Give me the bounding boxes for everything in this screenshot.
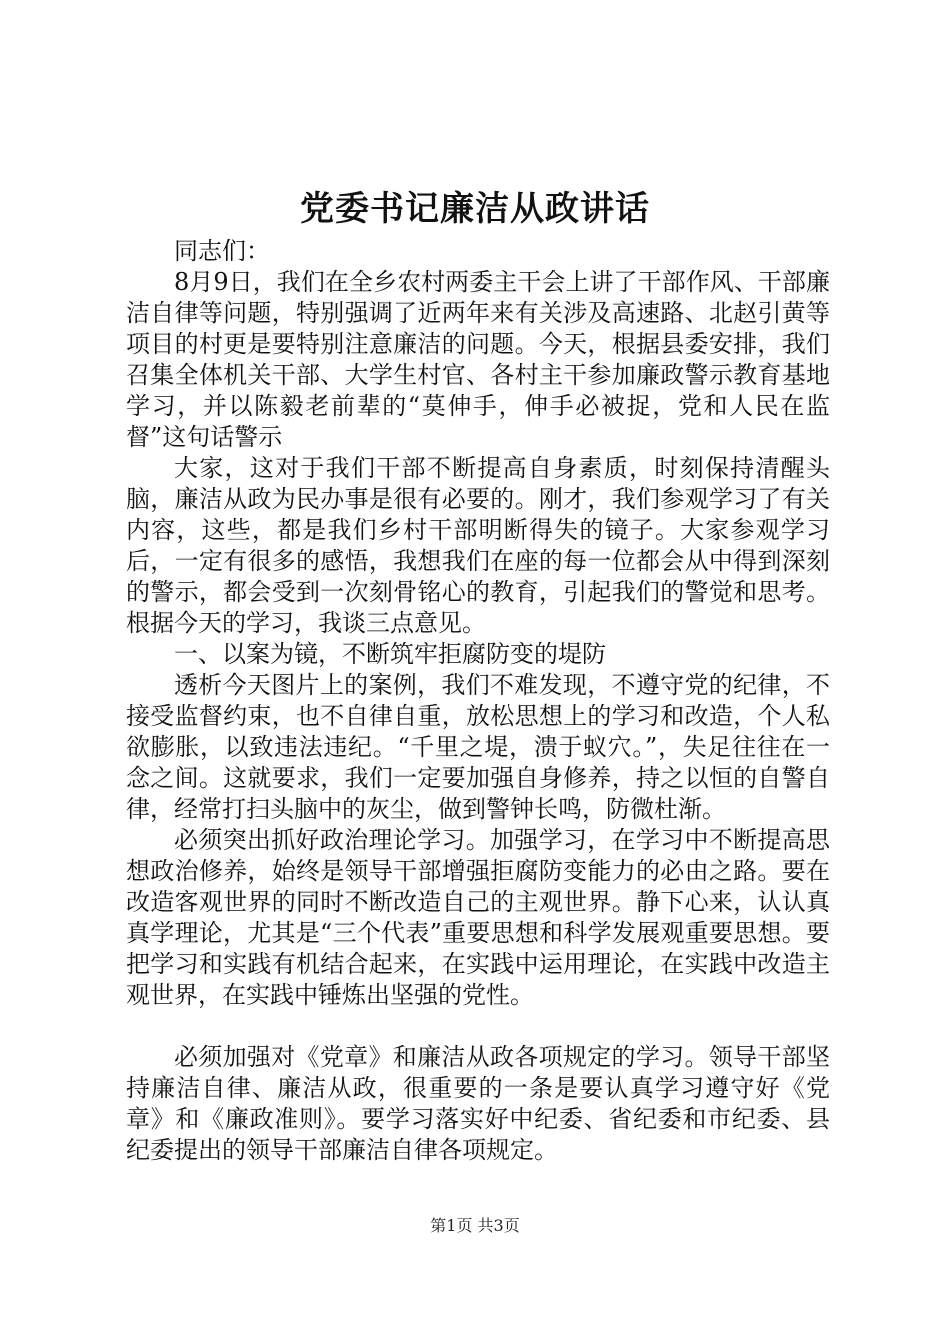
section-heading-one: 一、以案为镜，不断筑牢拒腐防变的堤防 — [174, 640, 606, 668]
page-number-footer: 第1页 共3页 — [430, 1216, 520, 1235]
document-body — [126, 236, 830, 1166]
paragraph-political-study: 必须突出抓好政治理论学习。加强学习，在学习中不断提高思想政治修养，始终是领导干部增强拒腐防变能力的必由之路。要在改造客观世界的同时不断改造自己的主观世界。静下心来，认认真真学理论，尤其是“三个代表”重要思想和科学发展观重要思想。要把学习和实践有机结合起来，在实践中运用理论，在实践中改造主观世界，在实践中锤炼出坚强的党性。 — [126, 826, 830, 1009]
paragraph-importance: 大家，这对于我们干部不断提高自身素质，时刻保持清醒头脑，廉洁从政为民办事是很有必要的。刚才，我们参观学习了有关内容，这些，都是我们乡村干部明断得失的镜子。大家参观学习后，一定有很多的感悟，我想我们在座的每一位都会从中得到深刻的警示，都会受到一次刻骨铭心的教育，引起我们的警觉和思考。根据今天的学习，我谈三点意见。 — [126, 454, 830, 637]
paragraph-salutation: 同志们： — [174, 237, 270, 265]
document-title: 党委书记廉洁从政讲话 — [300, 189, 650, 229]
paragraph-case-analysis: 透析今天图片上的案例，我们不难发现，不遵守党的纪律，不接受监督约束，也不自律自重，放松思想上的学习和改造，个人私欲膨胀，以致违法违纪。“千里之堤，溃于蚁穴。”，失足往往在一念之间。这就要求，我们一定要加强自身修养，持之以恒的自警自律，经常打扫头脑中的灰尘，做到警钟长鸣，防微杜渐。 — [126, 671, 830, 823]
paragraph-party-charter: 必须加强对《党章》和廉洁从政各项规定的学习。领导干部坚持廉洁自律、廉洁从政，很重要的一条是要认真学习遵守好《党章》和《廉政准则》。要学习落实好中纪委、省纪委和市纪委、县纪委提出的领导干部廉洁自律各项规定。 — [126, 1043, 830, 1164]
paragraph-intro: 8月9日，我们在全乡农村两委主干会上讲了干部作风、干部廉洁自律等问题，特别强调了近两年来有关涉及高速路、北赵引黄等项目的村更是要特别注意廉洁的问题。今天，根据县委安排，我们召集全体机关干部、大学生村官、各村主干参加廉政警示教育基地学习，并以陈毅老前辈的“莫伸手，伸手必被捉，党和人民在监督”这句话警示 — [126, 268, 830, 451]
